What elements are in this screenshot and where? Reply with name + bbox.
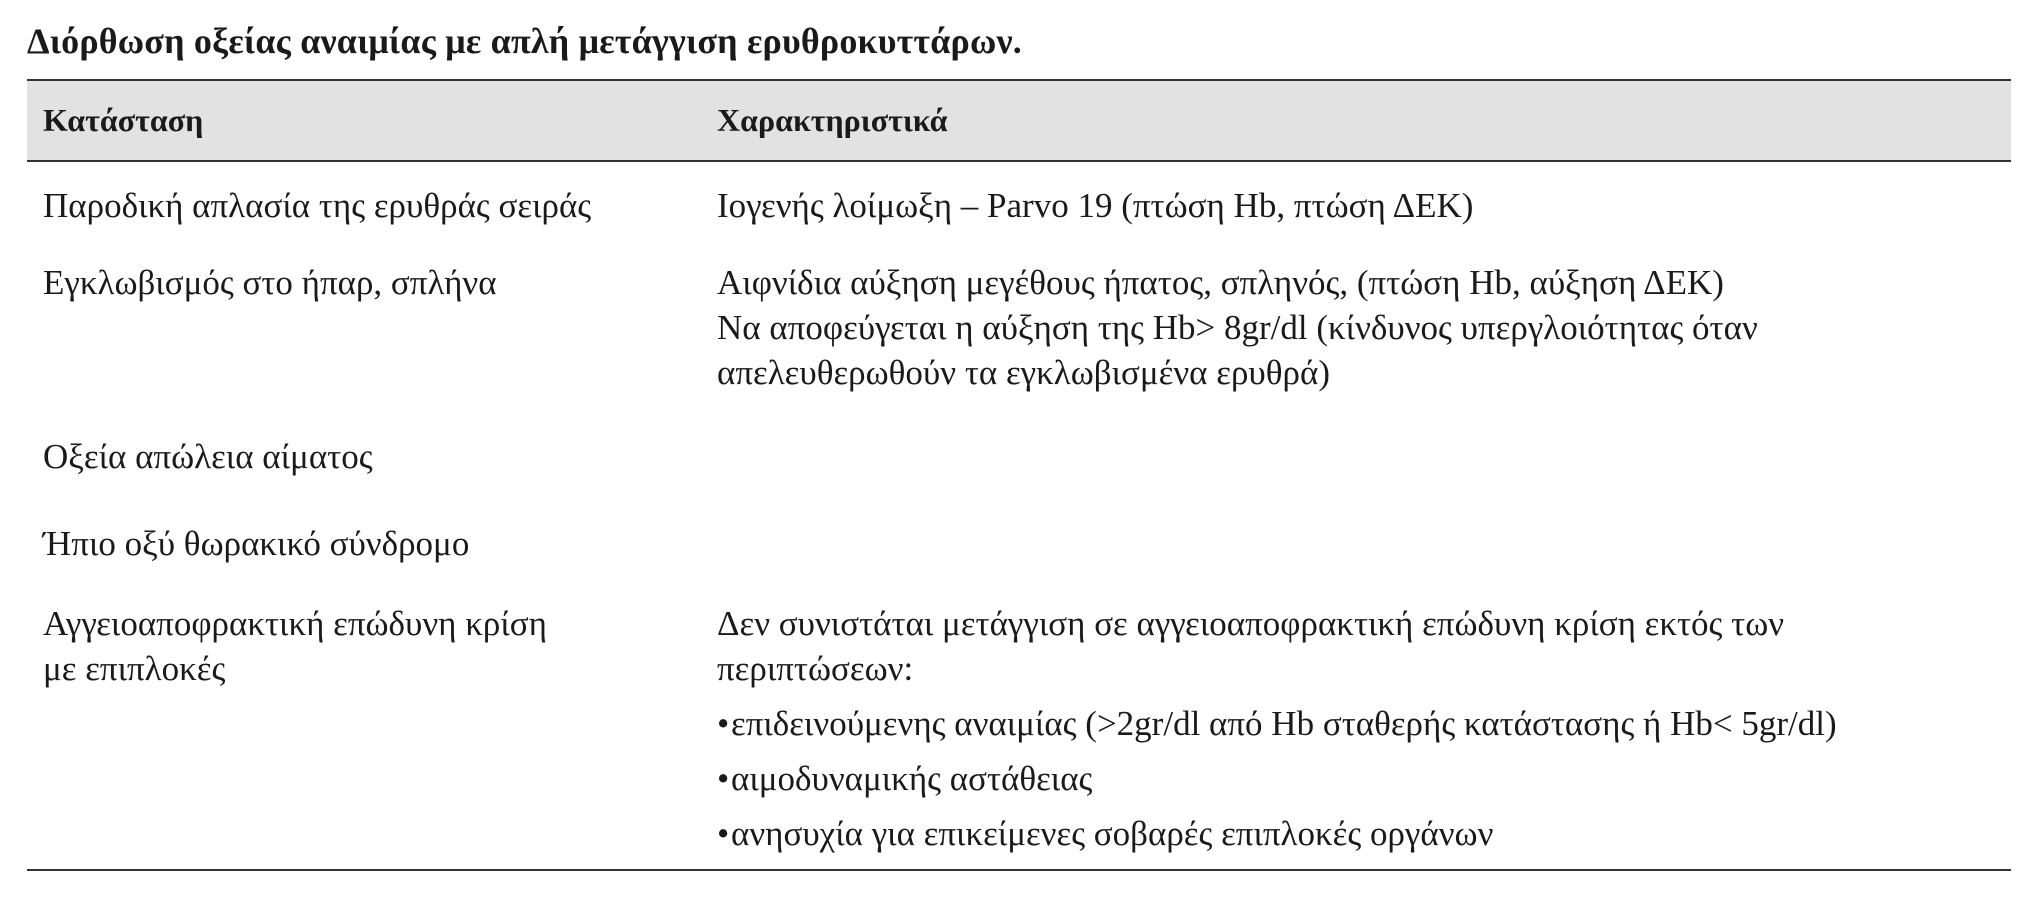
condition-cell <box>27 521 717 601</box>
table-row <box>27 183 2011 260</box>
condition-cell <box>27 183 717 260</box>
bullet-icon: • <box>717 759 730 798</box>
condition-text: Ήπιο οξύ θωρακικό σύνδρομο <box>43 524 470 563</box>
table-row <box>27 601 2011 869</box>
features-cell <box>717 601 2011 869</box>
table-caption: Διόρθωση οξείας αναιμίας με απλή μετάγγιση ερυθροκυττάρων. <box>27 21 1022 61</box>
features-cell <box>717 260 2011 434</box>
bullet-icon: • <box>717 814 730 853</box>
condition-text: Αγγειοαποφρακτική επώδυνη κρίση <box>43 604 547 643</box>
features-cell <box>717 434 2011 521</box>
features-text: Δεν συνιστάται μετάγγιση σε αγγειοαποφρακτική επώδυνη κρίση εκτός των <box>717 604 1785 643</box>
table-row <box>27 521 2011 601</box>
table-row <box>27 434 2011 521</box>
condition-cell <box>27 434 717 521</box>
bullet-text: επιδεινούμενης αναιμίας (>2gr/dl από Hb σταθερής κατάστασης ή Hb< 5gr/dl) <box>731 704 1837 743</box>
header-condition: Κατάσταση <box>43 102 204 138</box>
transfusion-table <box>27 79 2011 871</box>
features-cell <box>717 521 2011 601</box>
header-features: Χαρακτηριστικά <box>717 102 948 138</box>
features-text: περιπτώσεων: <box>717 649 914 688</box>
features-text: Αιφνίδια αύξηση μεγέθους ήπατος, σπληνός, (πτώση Hb, αύξηση ΔΕΚ) <box>717 263 1724 302</box>
features-text: Ιογενής λοίμωξη – Parvo 19 (πτώση Hb, πτώση ΔΕΚ) <box>717 186 1474 225</box>
condition-cell <box>27 260 717 434</box>
table-header-row <box>27 81 2011 162</box>
table-row <box>27 260 2011 434</box>
condition-cell <box>27 601 717 869</box>
bullet-item <box>717 701 2011 746</box>
features-text: Να αποφεύγεται η αύξηση της Hb> 8gr/dl (κίνδυνος υπεργλοιότητας όταν <box>717 308 1758 347</box>
bullet-text: αιμοδυναμικής αστάθειας <box>731 759 1093 798</box>
condition-text: Εγκλωβισμός στο ήπαρ, σπλήνα <box>43 263 497 302</box>
features-cell <box>717 183 2011 260</box>
bullet-item <box>717 756 2011 801</box>
bullet-icon: • <box>717 704 730 743</box>
condition-text: Παροδική απλασία της ερυθράς σειράς <box>43 186 592 225</box>
condition-text: με επιπλοκές <box>43 649 226 688</box>
features-text: απελευθερωθούν τα εγκλωβισμένα ερυθρά) <box>717 353 1330 392</box>
condition-text: Οξεία απώλεια αίματος <box>43 437 373 476</box>
bullet-item <box>717 811 2011 856</box>
bullet-text: ανησυχία για επικείμενες σοβαρές επιπλοκές οργάνων <box>731 814 1494 853</box>
